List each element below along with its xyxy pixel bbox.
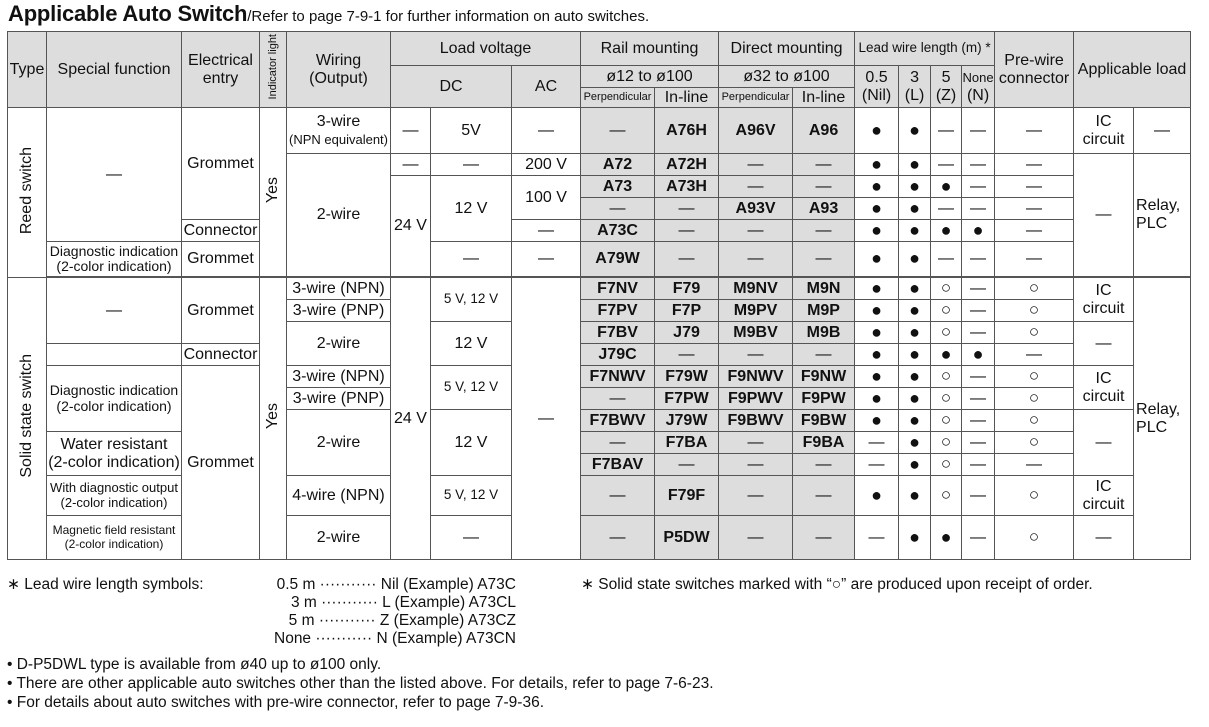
lead-cell: ● — [899, 176, 931, 198]
lead-cell: ● — [931, 516, 962, 560]
prewire-cell: — — [995, 242, 1074, 277]
lead-wire-symbol-line: 0.5 m ··········· Nil (Example) A73C — [276, 576, 516, 593]
header-direct-perpendicular: Perpendicular — [719, 88, 793, 108]
model-cell: — — [719, 476, 793, 516]
ac-cell: 200 V — [512, 154, 581, 176]
header-lw-0-5: 0.5 (Nil) — [855, 66, 899, 108]
lead-wire-symbol-line: 3 m ··········· L (Example) A73CL — [290, 594, 516, 611]
model-cell: A96V — [719, 108, 793, 154]
model-cell: — — [655, 344, 719, 366]
header-lw-5: 5 (Z) — [931, 66, 962, 108]
header-lw-none: None (N) — [962, 66, 995, 108]
load-cell: IC circuit — [1074, 278, 1134, 322]
prewire-cell: ○ — [995, 300, 1074, 322]
lead-cell: ● — [855, 388, 899, 410]
lead-cell: ● — [855, 476, 899, 516]
model-cell: F7PW — [655, 388, 719, 410]
dc-cell: 24 V — [391, 176, 431, 277]
model-cell: F9BW — [793, 410, 855, 432]
entry-cell: Grommet — [182, 366, 260, 560]
header-type: Type — [8, 32, 47, 108]
lead-cell: — — [962, 242, 995, 277]
lead-cell: — — [962, 154, 995, 176]
prewire-cell: ○ — [995, 432, 1074, 454]
type-reed-switch: Reed switch — [8, 108, 47, 278]
model-cell: J79 — [655, 322, 719, 344]
lead-cell: ● — [899, 300, 931, 322]
load-cell: — — [1134, 108, 1191, 154]
model-cell: — — [655, 454, 719, 476]
model-cell: — — [581, 432, 655, 454]
model-cell: F7PV — [581, 300, 655, 322]
model-cell: A96 — [793, 108, 855, 154]
lead-cell: ○ — [931, 322, 962, 344]
model-cell: F9PWV — [719, 388, 793, 410]
model-cell: F79F — [655, 476, 719, 516]
model-cell: — — [793, 154, 855, 176]
wiring-cell: 2-wire — [287, 410, 391, 476]
model-cell: M9P — [793, 300, 855, 322]
model-cell: F9NWV — [719, 366, 793, 388]
special-function-cell — [47, 344, 182, 366]
prewire-cell: ○ — [995, 278, 1074, 300]
lead-cell: — — [962, 388, 995, 410]
lead-cell: ● — [855, 176, 899, 198]
header-rail-inline: In-line — [655, 88, 719, 108]
lead-cell: — — [931, 198, 962, 220]
lead-cell: — — [962, 278, 995, 300]
model-cell: F9PW — [793, 388, 855, 410]
model-cell: — — [655, 242, 719, 277]
model-cell: A73 — [581, 176, 655, 198]
model-cell: — — [719, 344, 793, 366]
lead-cell: — — [931, 154, 962, 176]
dc-cell: 5 V, 12 V — [431, 366, 512, 410]
lead-cell: ● — [899, 410, 931, 432]
lead-cell: ● — [899, 108, 931, 154]
prewire-cell: ○ — [995, 366, 1074, 388]
lead-cell: ● — [855, 108, 899, 154]
wiring-cell: 2-wire — [287, 516, 391, 560]
special-function-cell: Diagnostic indication (2-color indication) — [47, 366, 182, 432]
special-function-cell: — — [47, 278, 182, 344]
dc-cell: — — [431, 516, 512, 560]
lead-cell: ● — [899, 454, 931, 476]
header-rail-perpendicular: Perpendicular — [581, 88, 655, 108]
load-cell: IC circuit — [1074, 108, 1134, 154]
lead-cell: ● — [855, 410, 899, 432]
table-row — [8, 366, 1191, 388]
dc-cell: 12 V — [431, 410, 512, 476]
lead-cell: ● — [899, 154, 931, 176]
lead-cell: — — [962, 516, 995, 560]
wiring-cell: 3-wire (NPN) — [287, 278, 391, 300]
model-cell: F7NV — [581, 278, 655, 300]
prewire-cell: — — [995, 154, 1074, 176]
header-applicable-load: Applicable load — [1074, 32, 1191, 108]
dc-cell: 5 V, 12 V — [431, 278, 512, 322]
lead-cell: ○ — [931, 432, 962, 454]
page-title: Applicable Auto Switch — [8, 1, 248, 26]
model-cell: F7P — [655, 300, 719, 322]
model-cell: — — [793, 454, 855, 476]
model-cell: — — [581, 476, 655, 516]
header-wiring: Wiring (Output) — [287, 32, 391, 108]
model-cell: A72H — [655, 154, 719, 176]
model-cell: A93V — [719, 198, 793, 220]
table-row — [8, 278, 1191, 300]
dc-cell: 5 V, 12 V — [431, 476, 512, 516]
wiring-cell: 3-wire (PNP) — [287, 388, 391, 410]
lead-cell: ● — [899, 322, 931, 344]
prewire-cell: ○ — [995, 322, 1074, 344]
load-cell: Relay, PLC — [1134, 154, 1191, 277]
lead-cell: ● — [855, 278, 899, 300]
model-cell: F7BV — [581, 322, 655, 344]
lead-cell: ● — [899, 516, 931, 560]
model-cell: F9BWV — [719, 410, 793, 432]
model-cell: F79W — [655, 366, 719, 388]
table-row — [8, 220, 1191, 242]
lead-wire-symbols-label: ∗ Lead wire length symbols: — [7, 576, 204, 593]
ac-cell: — — [512, 242, 581, 277]
page-subtitle: /Refer to page 7-9-1 for further information on auto switches. — [247, 8, 650, 25]
footnote: • There are other applicable auto switches other than the listed above. For details, refer to page 7-6-23. — [7, 675, 714, 692]
prewire-cell: — — [995, 198, 1074, 220]
model-cell: F9BA — [793, 432, 855, 454]
lead-cell: ○ — [931, 410, 962, 432]
model-cell: — — [793, 344, 855, 366]
model-cell: — — [719, 242, 793, 277]
lead-cell: ● — [899, 344, 931, 366]
model-cell: — — [655, 220, 719, 242]
lead-cell: ○ — [931, 366, 962, 388]
lead-wire-symbol-line: 5 m ··········· Z (Example) A73CZ — [288, 612, 516, 629]
load-cell: — — [1074, 410, 1134, 476]
lead-cell: ● — [855, 198, 899, 220]
special-function-cell: Diagnostic indication (2-color indication) — [47, 242, 182, 277]
lead-cell: ● — [899, 220, 931, 242]
model-cell: — — [793, 242, 855, 277]
model-cell: J79C — [581, 344, 655, 366]
lead-cell: — — [931, 108, 962, 154]
special-function-cell: Water resistant (2-color indication) — [47, 432, 182, 476]
model-cell: J79W — [655, 410, 719, 432]
header-lw-3: 3 (L) — [899, 66, 931, 108]
lead-cell: ● — [899, 432, 931, 454]
model-cell: — — [719, 454, 793, 476]
prewire-cell: ○ — [995, 410, 1074, 432]
lead-cell: — — [962, 176, 995, 198]
lead-cell: ● — [899, 242, 931, 277]
ac-cell: 100 V — [512, 176, 581, 220]
model-cell: — — [793, 476, 855, 516]
header-indicator-light: Indicator light — [260, 32, 287, 108]
model-cell: F7BA — [655, 432, 719, 454]
header-direct-inline: In-line — [793, 88, 855, 108]
model-cell: F7NWV — [581, 366, 655, 388]
model-cell: M9N — [793, 278, 855, 300]
prewire-cell: — — [995, 108, 1074, 154]
table-row — [8, 344, 1191, 366]
model-cell: F79 — [655, 278, 719, 300]
model-cell: A73H — [655, 176, 719, 198]
page-heading — [8, 1, 649, 27]
lead-cell: ● — [855, 242, 899, 277]
header-rail-range: ø12 to ø100 — [581, 66, 719, 88]
model-cell: — — [719, 220, 793, 242]
model-cell: F9NW — [793, 366, 855, 388]
lead-cell: ○ — [931, 476, 962, 516]
lead-cell: ● — [855, 366, 899, 388]
header-ac: AC — [512, 66, 581, 108]
dc-cell: 12 V — [431, 176, 512, 242]
model-cell: M9NV — [719, 278, 793, 300]
model-cell: M9PV — [719, 300, 793, 322]
wiring-cell: 2-wire — [287, 154, 391, 277]
lead-cell: — — [931, 242, 962, 277]
load-cell: — — [1074, 322, 1134, 366]
prewire-cell: ○ — [995, 516, 1074, 560]
model-cell: — — [793, 176, 855, 198]
lead-cell: ● — [962, 220, 995, 242]
entry-cell: Grommet — [182, 278, 260, 344]
model-cell: F7BAV — [581, 454, 655, 476]
lead-cell: ● — [899, 366, 931, 388]
footnote: • D-P5DWL type is available from ø40 up to ø100 only. — [7, 656, 382, 673]
model-cell: A93 — [793, 198, 855, 220]
lead-cell: — — [962, 108, 995, 154]
load-cell: IC circuit — [1074, 476, 1134, 516]
order-note: ∗ Solid state switches marked with “○” are produced upon receipt of order. — [581, 576, 1093, 593]
model-cell: — — [581, 388, 655, 410]
model-cell: — — [719, 154, 793, 176]
lead-cell: ● — [899, 388, 931, 410]
model-cell: — — [793, 516, 855, 560]
special-function-cell: With diagnostic output (2-color indication) — [47, 476, 182, 516]
type-solid-state-switch: Solid state switch — [8, 278, 47, 560]
lead-wire-symbol-line: None ··········· N (Example) A73CN — [274, 630, 516, 647]
header-electrical-entry: Electrical entry — [182, 32, 260, 108]
prewire-cell: — — [995, 454, 1074, 476]
wiring-cell: 3-wire (NPN) — [287, 366, 391, 388]
lead-cell: — — [962, 410, 995, 432]
table-row — [8, 242, 1191, 277]
header-rail-mounting: Rail mounting — [581, 32, 719, 66]
lead-cell: ● — [899, 476, 931, 516]
ac-cell: — — [512, 108, 581, 154]
wiring-cell: 3-wire (NPN equivalent) — [287, 108, 391, 154]
model-cell: A72 — [581, 154, 655, 176]
model-cell: F7BWV — [581, 410, 655, 432]
auto-switch-table — [7, 31, 1191, 560]
lead-cell: ● — [855, 220, 899, 242]
model-cell: A73C — [581, 220, 655, 242]
prewire-cell: ○ — [995, 388, 1074, 410]
load-cell: — — [1074, 516, 1134, 560]
lead-cell: ● — [962, 344, 995, 366]
header-load-voltage: Load voltage — [391, 32, 581, 66]
dc-cell: — — [391, 154, 431, 176]
model-cell: — — [793, 220, 855, 242]
dc-cell: 12 V — [431, 322, 512, 366]
indicator-cell: Yes — [260, 108, 287, 277]
lead-cell: ● — [931, 220, 962, 242]
model-cell: — — [581, 198, 655, 220]
entry-cell: Connector — [182, 344, 260, 366]
lead-cell: ● — [931, 344, 962, 366]
wiring-cell: 3-wire (PNP) — [287, 300, 391, 322]
lead-cell: — — [855, 454, 899, 476]
header-direct-mounting: Direct mounting — [719, 32, 855, 66]
header-lead-wire-length: Lead wire length (m) * — [855, 32, 995, 66]
lead-cell: ● — [899, 198, 931, 220]
wiring-cell: 2-wire — [287, 322, 391, 366]
lead-cell: ● — [931, 176, 962, 198]
lead-cell: ● — [855, 344, 899, 366]
entry-cell: Grommet — [182, 108, 260, 220]
dc-cell: — — [431, 154, 512, 176]
entry-cell: Grommet — [182, 242, 260, 277]
header-direct-range: ø32 to ø100 — [719, 66, 855, 88]
header-dc: DC — [391, 66, 512, 108]
model-cell: A79W — [581, 242, 655, 277]
load-cell: IC circuit — [1074, 366, 1134, 410]
footnote: • For details about auto switches with pre-wire connector, refer to page 7-9-36. — [7, 694, 545, 711]
lead-cell: — — [962, 300, 995, 322]
special-function-cell: — — [47, 108, 182, 242]
table-row — [8, 108, 1191, 154]
lead-cell: — — [855, 432, 899, 454]
dc-cell: — — [431, 242, 512, 277]
model-cell: — — [719, 432, 793, 454]
lead-cell: ○ — [931, 388, 962, 410]
load-cell: — — [1074, 154, 1134, 277]
wiring-cell: 4-wire (NPN) — [287, 476, 391, 516]
lead-cell: — — [962, 322, 995, 344]
ac-cell: — — [512, 278, 581, 560]
model-cell: — — [581, 516, 655, 560]
model-cell: — — [719, 516, 793, 560]
entry-cell: Connector — [182, 220, 260, 242]
lead-cell: — — [962, 454, 995, 476]
model-cell: — — [655, 198, 719, 220]
lead-cell: — — [962, 476, 995, 516]
lead-cell: — — [962, 198, 995, 220]
lead-cell: ● — [855, 300, 899, 322]
model-cell: — — [581, 108, 655, 154]
model-cell: — — [719, 176, 793, 198]
header-prewire-connector: Pre-wire connector — [995, 32, 1074, 108]
ac-cell: — — [512, 220, 581, 242]
model-cell: M9BV — [719, 322, 793, 344]
model-cell: A76H — [655, 108, 719, 154]
lead-cell: ○ — [931, 278, 962, 300]
prewire-cell: ○ — [995, 476, 1074, 516]
dc-cell: 5V — [431, 108, 512, 154]
prewire-cell: — — [995, 176, 1074, 198]
lead-cell: ○ — [931, 454, 962, 476]
lead-cell: — — [962, 432, 995, 454]
load-cell: Relay, PLC — [1134, 278, 1191, 560]
indicator-cell: Yes — [260, 278, 287, 560]
lead-cell: — — [962, 366, 995, 388]
prewire-cell: — — [995, 220, 1074, 242]
lead-cell: ● — [899, 278, 931, 300]
lead-cell: ● — [855, 322, 899, 344]
prewire-cell: — — [995, 344, 1074, 366]
special-function-cell: Magnetic field resistant (2-color indication) — [47, 516, 182, 560]
dc-cell: 24 V — [391, 278, 431, 560]
dc-cell: — — [391, 108, 431, 154]
lead-cell: ○ — [931, 300, 962, 322]
model-cell: P5DW — [655, 516, 719, 560]
header-special-function: Special function — [47, 32, 182, 108]
lead-cell: — — [855, 516, 899, 560]
model-cell: M9B — [793, 322, 855, 344]
lead-cell: ● — [855, 154, 899, 176]
